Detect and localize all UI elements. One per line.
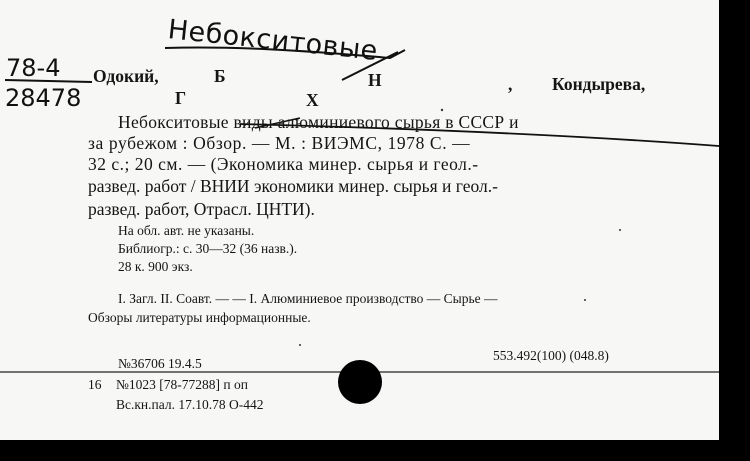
author-comma: , bbox=[508, 74, 513, 94]
classification-index: 553.492(100) (048.8) bbox=[493, 348, 609, 363]
print-info: Вс.кн.пал. 17.10.78 О-442 bbox=[116, 397, 264, 412]
author-3: Кондырева, bbox=[552, 74, 646, 94]
author-2-placeholder-2: Х bbox=[306, 90, 319, 110]
inventory-number: 28478 bbox=[5, 84, 82, 112]
note-1: На обл. авт. не указаны. bbox=[118, 223, 255, 238]
note-3: 28 к. 900 экз. bbox=[118, 259, 193, 274]
handwritten-subject: Небокситовые bbox=[166, 14, 380, 67]
author-1-initial-a: Б bbox=[214, 66, 226, 86]
description-line-1: Небокситовые виды алюминиевого сырья в СССР и bbox=[118, 112, 519, 132]
author-2-placeholder-1: Н bbox=[368, 70, 382, 90]
author-1-initial-b: Г bbox=[175, 88, 187, 108]
tracing-line-2: Обзоры литературы информационные. bbox=[88, 310, 311, 325]
card-number: №36706 19.4.5 bbox=[118, 356, 202, 371]
description-line-3: 32 с.; 20 см. — (Экономика минер. сырья и геол.- bbox=[88, 154, 479, 174]
description-line-4: развед. работ / ВНИИ экономики минер. сырья и геол.- bbox=[88, 176, 498, 196]
description-line-5: развед. работ, Отрасл. ЦНТИ). bbox=[88, 199, 315, 219]
note-2: Библиогр.: с. 30—32 (36 назв.). bbox=[118, 241, 298, 256]
author-1: Одокий, bbox=[93, 66, 159, 86]
tracing-line-1: I. Загл. II. Соавт. — — I. Алюминиевое производство — Сырье — bbox=[118, 291, 498, 306]
call-number: 78-4 bbox=[6, 54, 61, 82]
description-line-2: за рубежом : Обзор. — М. : ВИЭМС, 1978 С. — bbox=[88, 133, 471, 153]
order-number: №1023 [78-77288] п оп bbox=[116, 377, 248, 392]
bottom-count: 16 bbox=[88, 377, 102, 392]
punch-hole bbox=[338, 360, 382, 404]
